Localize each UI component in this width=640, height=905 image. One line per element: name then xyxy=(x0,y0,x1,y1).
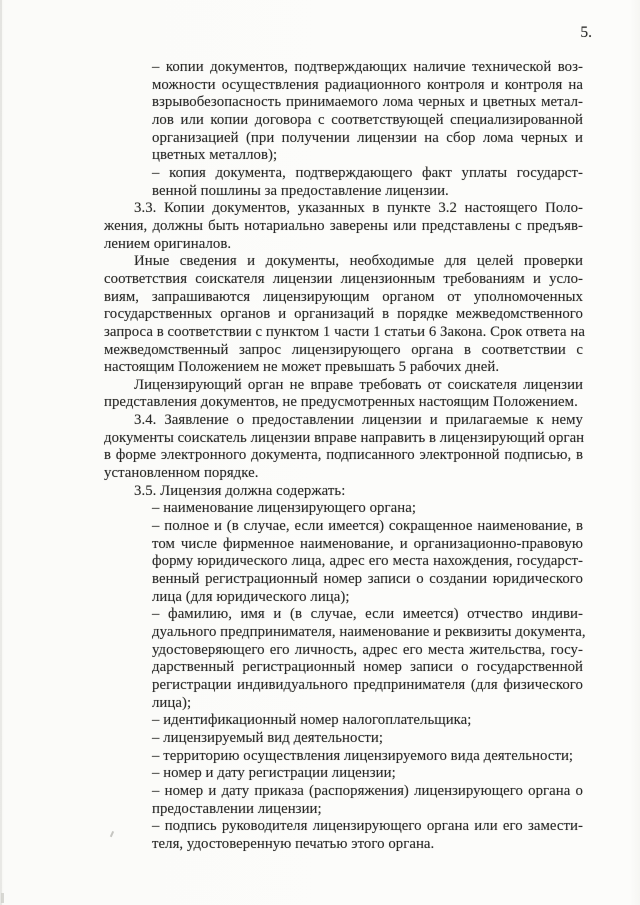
text-line: – номер и дату приказа (распоряжения) лицензирующего органа о xyxy=(152,782,583,799)
scan-edge-left xyxy=(0,0,2,905)
page-number: 5. xyxy=(580,24,592,41)
text-line: документы соискатель лицензии вправе направить в лицензирующий орган xyxy=(104,429,585,446)
scan-edge-speck xyxy=(1,893,4,903)
text-line: взрывобезопасность принимаемого лома черных и цветных метал- xyxy=(152,94,583,111)
text-line: – копия документа, подтверждающего факт уплаты государст- xyxy=(152,164,583,181)
text-line: теля, удостоверенную печатью этого органа. xyxy=(152,835,435,852)
text-line: представления документов, не предусмотренных настоящим Положением. xyxy=(104,394,578,411)
list-item xyxy=(104,518,583,606)
text-line: венный регистрационный номер записи о создании юридического xyxy=(152,571,583,588)
text-line: дарственный регистрационный номер записи о государственной xyxy=(152,659,583,676)
text-line: запроса в соответствии с пунктом 1 части 1 статьи 6 Закона. Срок ответа на xyxy=(104,323,585,340)
text-line: – лицензируемый вид деятельности; xyxy=(152,729,384,746)
text-line: Лицензирующий орган не вправе требовать от соискателя лицензии xyxy=(134,376,583,393)
text-line: – фамилию, имя и (в случае, если имеется) отчество индиви- xyxy=(152,606,583,623)
text-line: установленном порядке. xyxy=(104,465,259,482)
text-line: настоящим Положением не может превышать 5 рабочих дней. xyxy=(104,359,500,376)
text-line: – подпись руководителя лицензирующего органа или его замести- xyxy=(152,818,583,835)
text-line: – наименование лицензирующего органа; xyxy=(152,500,416,517)
text-line: предоставлении лицензии; xyxy=(152,800,322,817)
list-item xyxy=(104,59,583,165)
text-line: государственных органов и организаций в порядке межведомственного xyxy=(104,306,583,323)
paragraph xyxy=(104,253,583,377)
text-line: 3.4. Заявление о предоставлении лицензии и прилагаемые к нему xyxy=(134,412,583,429)
document-body xyxy=(104,59,586,854)
text-line: межведомственный запрос лицензирующего органа в соответствии с xyxy=(104,341,583,358)
text-line: 3.5. Лицензия должна содержать: xyxy=(134,482,346,499)
list-item xyxy=(104,783,583,818)
text-line: соответствия соискателя лицензии лицензионным требованиям и усло- xyxy=(104,270,583,287)
text-line: цветных металлов); xyxy=(152,147,278,164)
list-item xyxy=(104,500,583,518)
list-item xyxy=(104,818,583,853)
text-line: лица (для юридического лица); xyxy=(152,588,350,605)
text-line: можности осуществления радиационного контроля и контроля на xyxy=(152,76,583,93)
list-item xyxy=(104,606,586,712)
text-line: регистрации индивидуального предпринимателя (для физического xyxy=(152,676,583,693)
paragraph xyxy=(104,412,583,483)
list-item xyxy=(104,712,583,730)
text-line: жения, должны быть нотариально заверены или представлены с предъяв- xyxy=(104,217,583,234)
text-line: том числе фирменное наименование, и организационно-правовую xyxy=(152,535,583,552)
text-line: лов или копии договора с соответствующей специализированной xyxy=(152,111,583,128)
list-item xyxy=(104,165,583,200)
text-line: венной пошлины за предоставление лицензии. xyxy=(152,182,449,199)
text-line: форму юридического лица, адрес его места нахождения, государст- xyxy=(152,553,583,570)
text-line: лица); xyxy=(152,694,192,711)
list-item xyxy=(104,730,583,748)
text-line: – территорию осуществления лицензируемого вида деятельности; xyxy=(152,747,574,764)
list-item xyxy=(104,765,583,783)
text-line: 3.3. Копии документов, указанных в пункте 3.2 настоящего Поло- xyxy=(134,200,583,217)
text-line: – полное и (в случае, если имеется) сокращенное наименование, в xyxy=(152,518,583,535)
text-line: дуального предпринимателя, наименование и реквизиты документа, xyxy=(152,624,586,640)
list-item xyxy=(104,748,583,766)
text-line: лением оригиналов. xyxy=(104,235,232,252)
text-line: – номер и дату регистрации лицензии; xyxy=(152,765,396,782)
paragraph xyxy=(104,200,583,253)
text-line: удостоверяющего его личность, адрес его места жительства, госу- xyxy=(152,641,583,658)
text-line: Иные сведения и документы, необходимые для целей проверки xyxy=(134,253,583,270)
text-line: организацией (при получении лицензии на сбор лома черных и xyxy=(152,129,583,146)
paragraph xyxy=(104,377,583,412)
text-line: в форме электронного документа, подписанного электронной подписью, в xyxy=(104,447,583,464)
text-line: – копии документов, подтверждающих наличие технической воз- xyxy=(152,59,583,75)
paragraph xyxy=(104,483,583,501)
text-line: виям, запрашиваются лицензирующим органом от уполномоченных xyxy=(104,288,583,305)
text-line: – идентификационный номер налогоплательщика; xyxy=(152,712,472,729)
